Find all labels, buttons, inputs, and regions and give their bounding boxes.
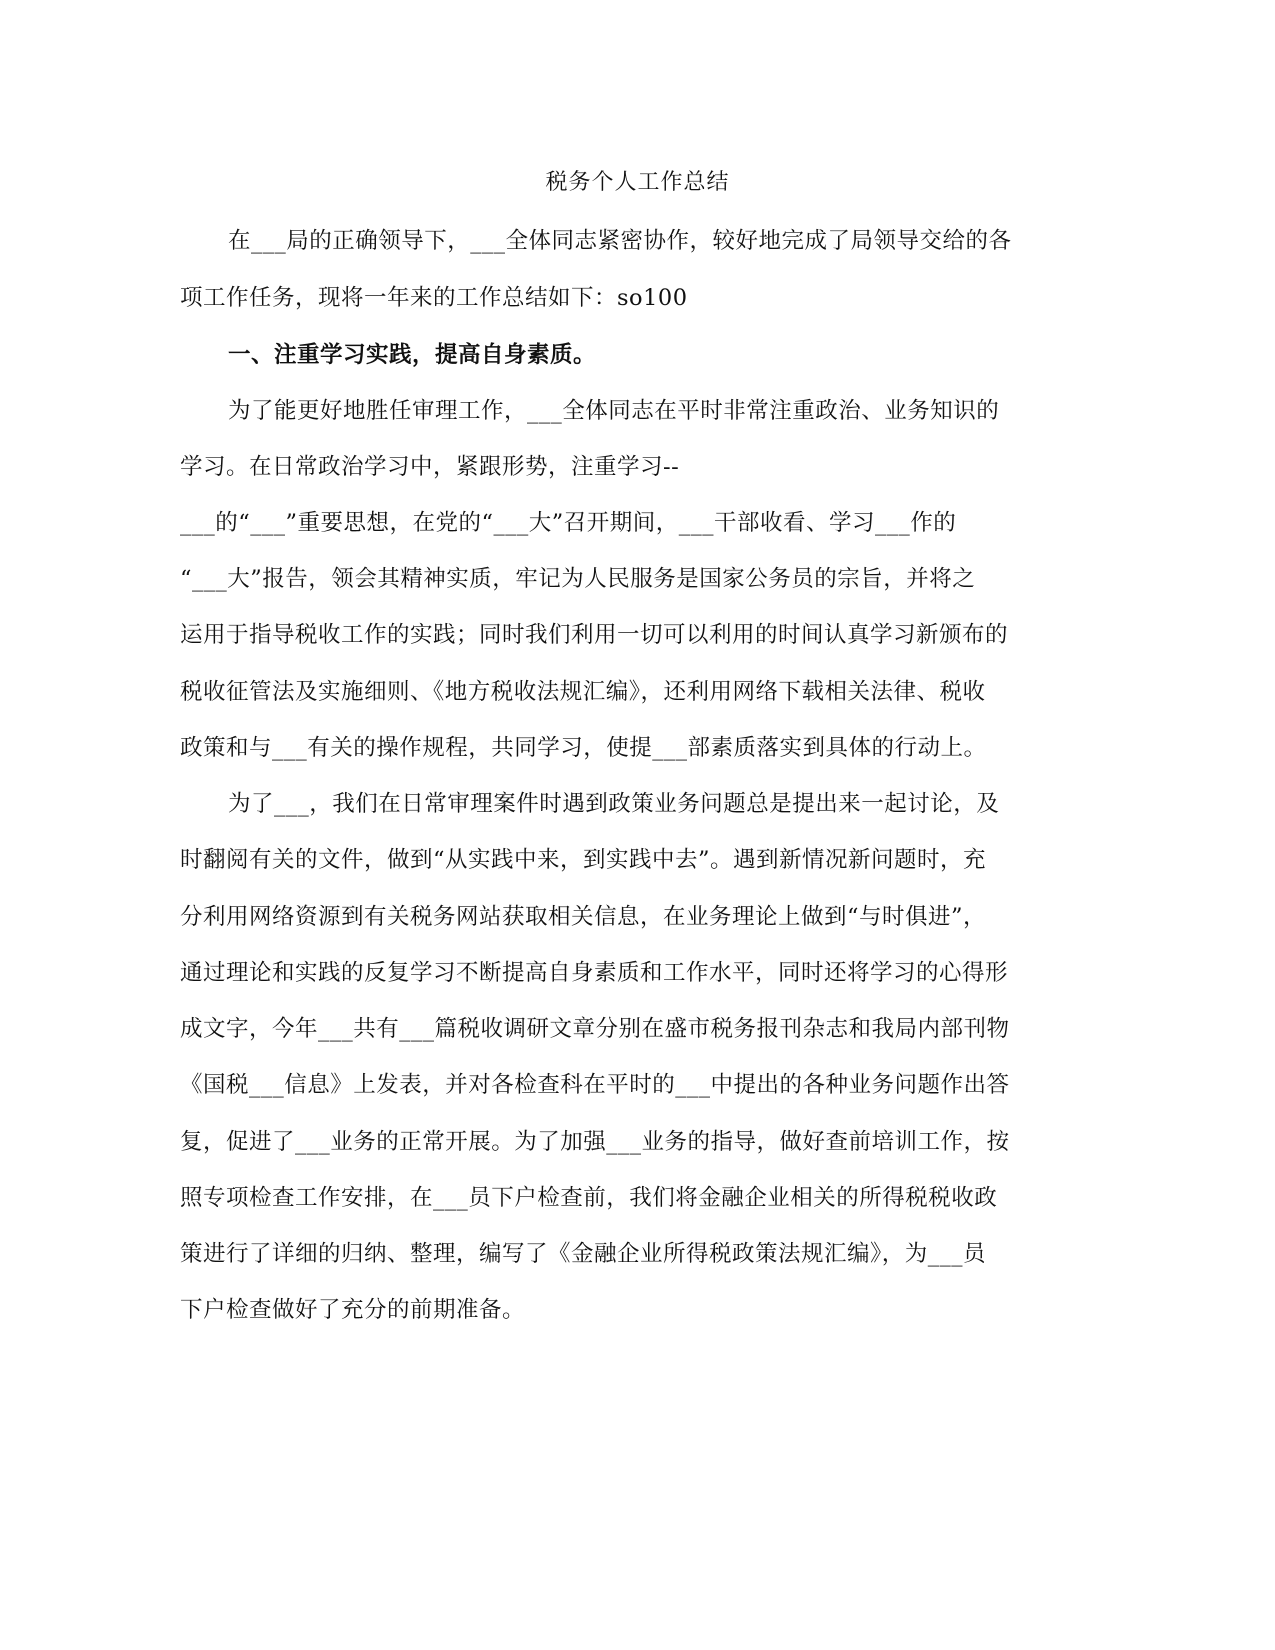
- paragraph-line: 学习。在日常政治学习中，紧跟形势，注重学习--: [180, 454, 680, 480]
- paragraph-line: 项工作任务，现将一年来的工作总结如下：so100: [180, 285, 688, 311]
- paragraph-line: ___的“___”重要思想，在党的“___大”召开期间，___干部收看、学习___作的: [180, 510, 957, 536]
- paragraph-line: 在___局的正确领导下，___全体同志紧密协作，较好地完成了局领导交给的各: [228, 228, 1012, 254]
- paragraph-line: 通过理论和实践的反复学习不断提高自身素质和工作水平，同时还将学习的心得形: [180, 960, 1009, 986]
- paragraph-line: 成文字，今年___共有___篇税收调研文章分别在盛市税务报刊杂志和我局内部刊物: [180, 1016, 1010, 1042]
- paragraph-line: 运用于指导税收工作的实践；同时我们利用一切可以利用的时间认真学习新颁布的: [180, 622, 1009, 648]
- paragraph-line: “___大”报告，领会其精神实质，牢记为人民服务是国家公务员的宗旨，并将之: [180, 566, 976, 592]
- paragraph-line: 复，促进了___业务的正常开展。为了加强___业务的指导，做好查前培训工作，按: [180, 1129, 1010, 1155]
- paragraph-line: 照专项检查工作安排，在___员下户检查前，我们将金融企业相关的所得税税收政: [180, 1185, 998, 1211]
- paragraph-line: 政策和与___有关的操作规程，共同学习，使提___部素质落实到具体的行动上。: [180, 735, 987, 761]
- paragraph-line: 分利用网络资源到有关税务网站获取相关信息，在业务理论上做到“与时俱进”，: [180, 904, 987, 930]
- document-title: 税务个人工作总结: [545, 170, 730, 195]
- paragraph-line: 策进行了详细的归纳、整理，编写了《金融企业所得税政策法规汇编》，为___员: [180, 1241, 987, 1267]
- paragraph-line: 时翻阅有关的文件，做到“从实践中来，到实践中去”。遇到新情况新问题时，充: [180, 847, 987, 873]
- section-heading: 一、注重学习实践，提高自身素质。: [228, 342, 597, 368]
- paragraph-line: 为了能更好地胜任审理工作，___全体同志在平时非常注重政治、业务知识的: [228, 398, 1000, 424]
- paragraph-line: 税收征管法及实施细则、《地方税收法规汇编》，还利用网络下载相关法律、税收: [180, 679, 986, 705]
- paragraph-line: 下户检查做好了充分的前期准备。: [180, 1297, 526, 1323]
- paragraph-line: 《国税___信息》上发表，并对各检查科在平时的___中提出的各种业务问题作出答: [180, 1072, 1010, 1098]
- paragraph-line: 为了___，我们在日常审理案件时遇到政策业务问题总是提出来一起讨论，及: [228, 791, 1000, 817]
